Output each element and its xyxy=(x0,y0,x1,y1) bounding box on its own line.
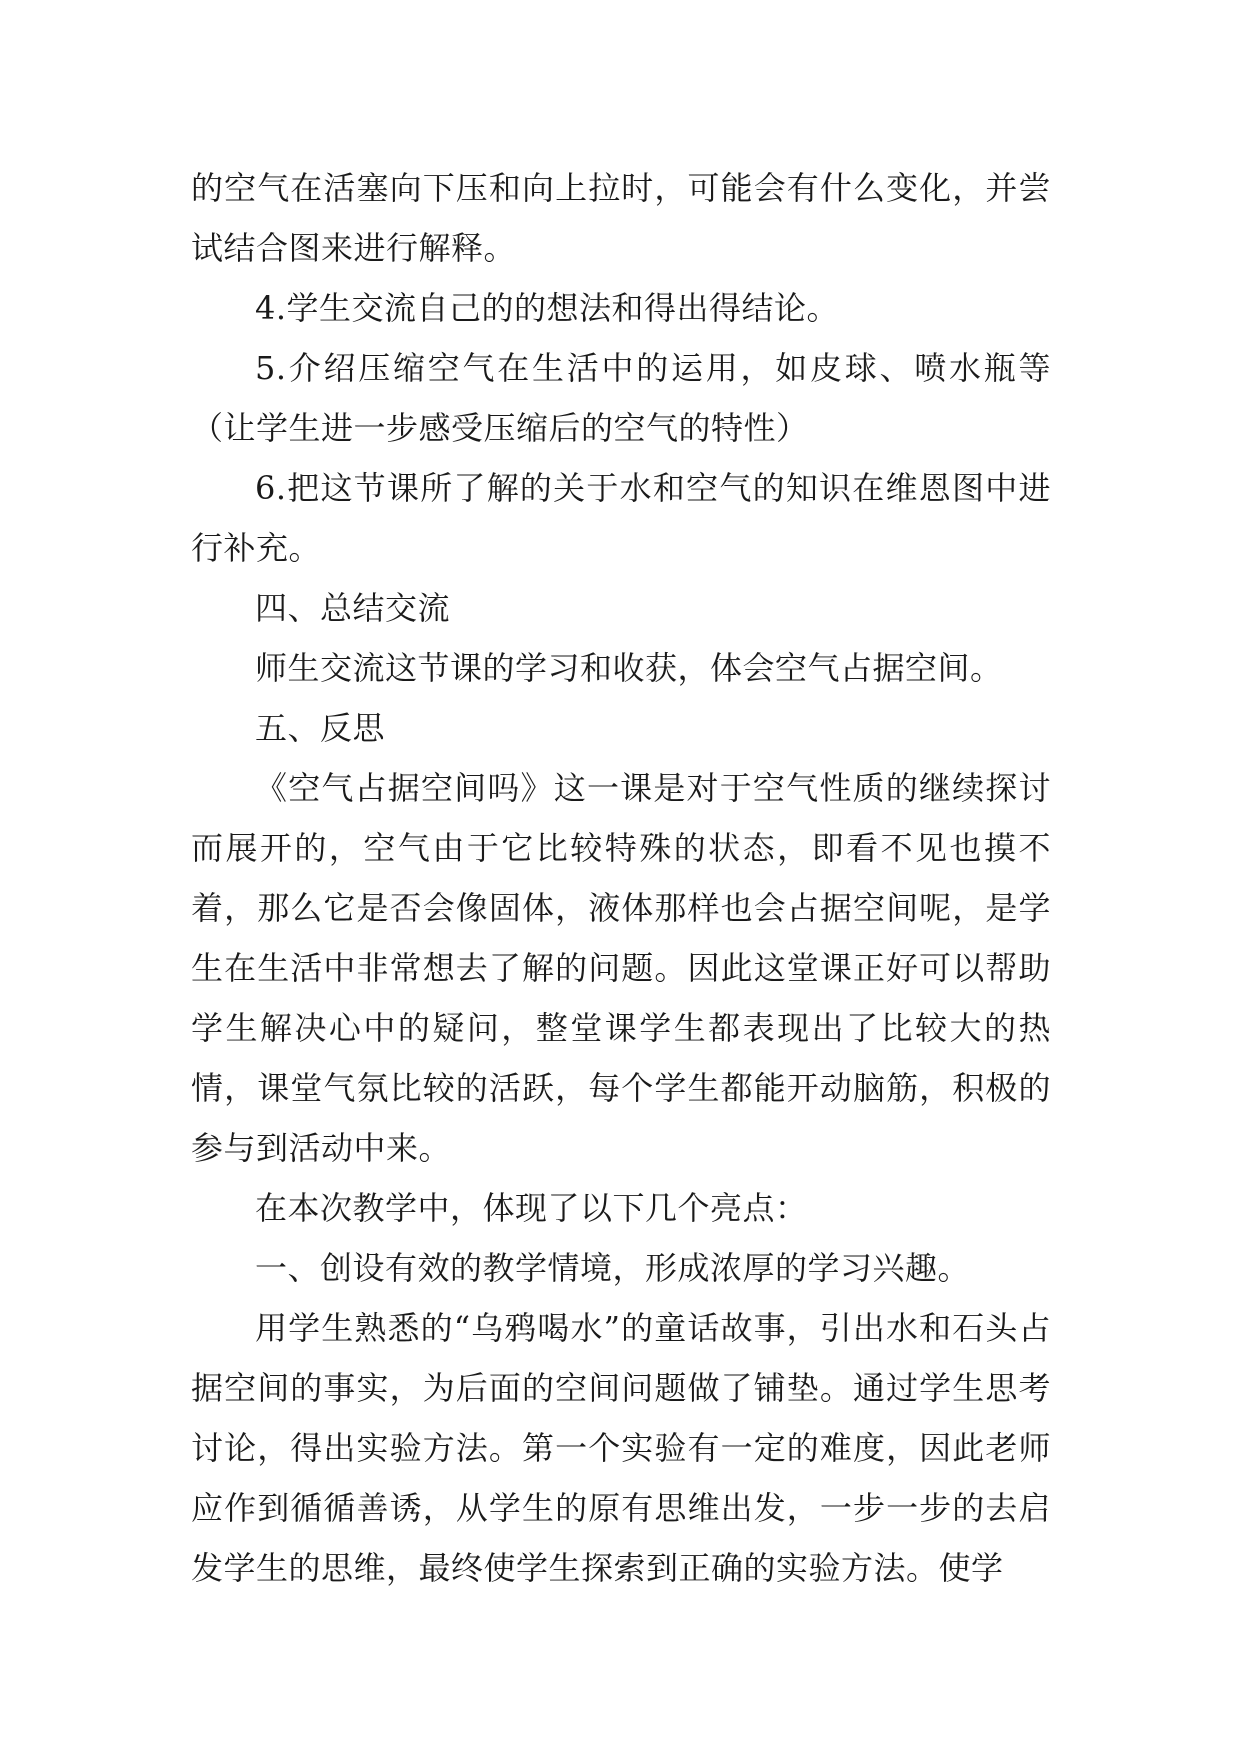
paragraph-continuation: 的空气在活塞向下压和向上拉时，可能会有什么变化，并尝试结合图来进行解释。 xyxy=(191,169,1051,267)
subheading-highlight-1: 一、创设有效的教学情境，形成浓厚的学习兴趣。 xyxy=(255,1249,971,1287)
paragraph-highlight-1: 用学生熟悉的“乌鸦喝水”的童话故事，引出水和石头占据空间的事实，为后面的空间问题做了铺垫。通过学生思考讨论，得出实验方法。第一个实验有一定的难度，因此老师应作到循循善诱，从学生的原有思维出发，一步一步的去启发学生的思维，最终使学生探索到正确的实验方法。使学 xyxy=(191,1309,1051,1587)
paragraph-highlights-intro: 在本次教学中，体现了以下几个亮点： xyxy=(255,1189,808,1227)
paragraph-step-6: 6.把这节课所了解的关于水和空气的知识在维恩图中进行补充。 xyxy=(191,469,1051,567)
document-body xyxy=(191,158,1051,1598)
paragraph-reflection: 《空气占据空间吗》这一课是对于空气性质的继续探讨而展开的，空气由于它比较特殊的状态，即看不见也摸不着，那么它是否会像固体，液体那样也会占据空间呢，是学生在生活中非常想去了解的问题。因此这堂课正好可以帮助学生解决心中的疑问，整堂课学生都表现出了比较大的热情，课堂气氛比较的活跃，每个学生都能开动脑筋，积极的参与到活动中来。 xyxy=(191,769,1051,1167)
paragraph-step-5: 5.介绍压缩空气在生活中的运用，如皮球、喷水瓶等（让学生进一步感受压缩后的空气的特性） xyxy=(191,349,1051,447)
paragraph-step-4: 4.学生交流自己的的想法和得出得结论。 xyxy=(255,289,840,327)
paragraph-summary: 师生交流这节课的学习和收获，体会空气占据空间。 xyxy=(255,649,1003,687)
section-heading-summary: 四、总结交流 xyxy=(255,589,451,627)
section-heading-reflection: 五、反思 xyxy=(255,709,386,747)
